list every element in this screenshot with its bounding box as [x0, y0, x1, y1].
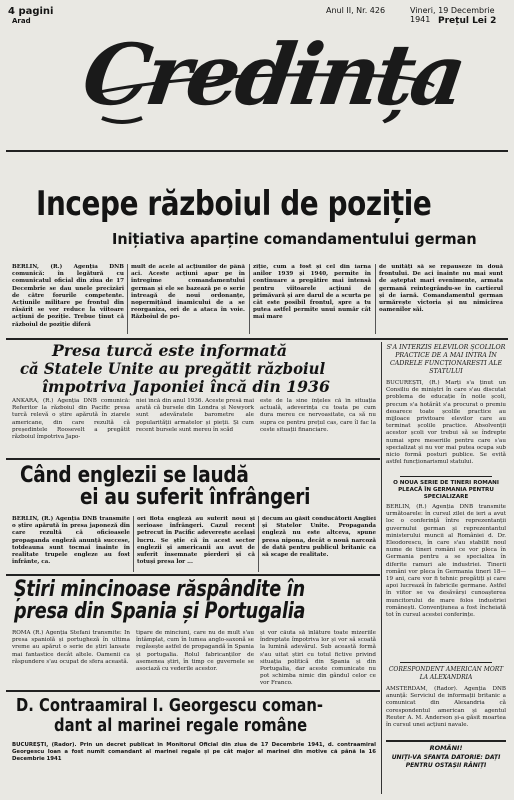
english-headline-1: Când englezii se laudă — [20, 463, 249, 488]
sidebar-rule — [400, 476, 492, 477]
turkish-headline-2: că Statele Unite au pregătit războiul — [20, 359, 326, 378]
lead-headline: Incepe războiul de poziție — [36, 184, 432, 224]
turkish-col-2: niei încă din anul 1936. Aceste presă mai arată că bursele din Londra și Newyork sunt adevăratele barometre ale popularității armatelor și pieții. Și cum recent bursele sunt mereu în scăd — [136, 398, 254, 433]
section-rule — [6, 574, 380, 576]
decree-headline-1: D. Contraamiral I. Georgescu coman- — [16, 695, 324, 716]
sidebar-rule — [386, 740, 506, 742]
sidebar-divider — [381, 342, 382, 794]
turkish-col-1: ANKARA, (R.) Agenția DNB comunică: Referitor la războiul din Pacific presa turcă relevă o știre apărută în ziarele americane, din care rezultă că președintele Roosevelt a pregătit războiul împotriva Japo- — [12, 398, 130, 441]
sidebar-body-3: AMSTERDAM, (Rador). Agenția DNB anunță: Serviciul de informații britanic a comunicat din Alexandria că corespondentul american și agentul Reuter A. M. Anderson și-a găsit moartea în cursul unei acțiuni navale. — [386, 686, 506, 729]
sidebar-rule — [400, 662, 492, 663]
masthead-rule — [6, 150, 508, 152]
sidebar-head-1: S'A INTERZIS ELEVILOR ȘCOLILOR PRACTICE DE A MAI INTRA ÎN CADRELE FUNCȚIONARESTI ALE STATULUI — [386, 344, 506, 375]
decree-headline-2: dant al marinei regale române — [54, 715, 308, 736]
spain-headline-1: Știri mincinoase răspândite în — [14, 577, 305, 602]
section-rule — [6, 458, 380, 460]
english-headline-2: ei au suferit înfrângeri — [80, 485, 311, 510]
column-divider — [258, 516, 259, 572]
masthead-logo — [77, 22, 469, 134]
lead-col-2: mult de acele al acțiunilor de până aci. Aceste acțiuni apar pe în întregime comandamentului german și ele se bazează pe o serie întreagă de noui ordonanțe, nopermițând inamicului de a se reorganiza, ori de a ataca în voie. Războiul de po- — [131, 264, 245, 321]
sidebar-head-3: CORESPONDENT AMERICAN MORT LA ALEXANDRIA — [388, 666, 504, 681]
decree-body: BUCUREȘTI, (Rador). Prin un decret publicat în Monitorul Oficial din ziua de 17 Decembrie 1941, d. contraamiral Georgescu Ioan a fost numit comandant al marinei regale și pe cât major al marinei din motive că până la 16 Decembrie 1941 — [12, 742, 376, 763]
turkish-col-3: este de la sine înțeles că în situația actuală, adeverința cu toata pe cum dura mereu ce nervoasitate, ca să nu supra ce pentru prețul cas, care îl fac la ceste situații financiare. — [260, 398, 376, 433]
spain-headline-2: presa din Spania și Portugalia — [14, 599, 306, 624]
lead-col-4: de unități să se repauseze în două frontului. De aci înainte nu mai sunt de așteptat mari evenimente, armata germană reintegrându-se în cartierul și de iarnă. Comandamentul german urmărește victoria și nu nimicirea oamenilor săi. — [379, 264, 503, 314]
issue-number: Anul II, Nr. 426 — [326, 6, 386, 15]
page-count: 4 pagini — [8, 6, 54, 17]
column-divider — [133, 516, 134, 572]
lead-subhead: Inițiativa aparține comandamentului german — [112, 230, 477, 248]
english-col-3: decum au găsit conducătorii Angliei și Statelor Unite. Propaganda engleză nu este altceva, spune presa nipona, decât o nouă narcoză de dată pentru publicul britanic ca să scape de realitate. — [262, 516, 376, 559]
city: Arad — [12, 17, 31, 25]
lead-col-1: BERLIN, (R.) Agenția DNB comunică: în legătură cu comunicatul oficial din ziua de 17 Decembrie se dau unele precizări de către forurile competente. Acțiunile militare pe frontul din răsărit se vor reduce la viitoare acțiuni de poziție. Trebue ținut că războiul de poziție diferă — [12, 264, 124, 328]
sidebar-body-1: BUCUREȘTI, (R.) Marți s'a ținut un Consiliu de miniștri în care s'au discutat problema de educație în noile școli, precum s'a hotărât s'a procurat o premiu deoarece toate școlile practice au mijloace privitoare elevilor care au terminat școlile practice. Absolvenții acestor școli vor trebui să se îndrepte numai spre meseriile pentru care s'au specializat și nu vor mai putea ocupa sub nicio formă posturi publice. Se evită astfel funcționarismul statului. — [386, 380, 506, 466]
spain-col-3: și vor căuta să înlăture toate mizeriile îndreptate împotriva lor și vor să scoată la lumină adevărul. Sub această formă s'au uitat știri cu totul fictive privind situația politică din Spania și din Portugalia, dar aceste comunicate nu pot schimba nimic din gândul celor ce vor Franco. — [260, 630, 376, 686]
newspaper-title: Credința — [77, 25, 469, 124]
section-rule — [6, 690, 380, 692]
english-col-2: ori flota engleză au suferit noui și serioase înfrângeri. Cazul recent petrecut în Pacific adeverește același lucru. Se știe că în acest sector englezii și americanii au avut de suferit însemnate pierderi și că totuși presa lor ... — [137, 516, 255, 566]
lead-col-3: ziție, cum a fost și cel din iarna anilor 1939 și 1940, permite în continuare a pregătire mai intensă pentru viitoarele acțiuni de primăvară și are darul de a scurta pe cât este posibil frontul, spre a tu putea astfel permite unui număr cât mai mare — [253, 264, 371, 321]
spain-col-2: tipare de minciuni, care nu de mult s'au întâmplat, cum în lumea anglo-saxonă se regăsește astfel de propagandă în Spania și portugalia. Rolul fabricanților de asemenea știri, în timp ce guvernele se asociază cu vederile acestor. — [136, 630, 254, 673]
sidebar-body-2: BERLIN, (R.) Agenția DNB transmite următoarele: în cursul zilei de ieri a avut loc o conferință între reprezentanții guvernului german și reprezentantul ministerului muncii al României d. Dr. Eleodorescu, în care s'au stabilit noul nume de tineri români ce vor pleca în Germania pentru a se specializa în diferite ramuri ale industriei. Tinerii români vor pleca în Germania tineri 18—19 ani, care vor fi tehnic pregătiți și care apoi lucrează în fabricile germane. Astfel în viitor se va desăvârși cunoașterea muncitorului de mare folos industriei românești. Convențiunea a fost încheiată tot în cursul acestei conferințe. — [386, 504, 506, 619]
issue-date: Vineri, 19 Decembrie 1941 — [410, 6, 495, 24]
column-divider — [249, 264, 250, 334]
turkish-headline-1: Presa turcă este informată — [52, 341, 288, 360]
spain-col-1: ROMA (R.) Agenția Stefani transmite: În presa spaniolă și portugheză în ultima vreme au apărut o serie de știri lansate mai fantastice decât altele. Oamenii ca răspundere s'au ocupat de sfera această. — [12, 630, 130, 665]
sidebar-footer-2: UNIȚI-VĂ SFÂNTA DATORIE: DAȚI PENTRU OSTAȘII RĂNIȚI — [391, 754, 501, 769]
column-divider — [127, 264, 128, 334]
turkish-headline-3: împotriva Japoniei încă din 1936 — [42, 377, 330, 396]
sidebar-footer-1: ROMÂNI! — [429, 744, 463, 752]
english-col-1: BERLIN, (R.) Agenția DNB transmite o știre apărută în presa japoneză din care rezultă că oficioasele propaganda engleză anunță succese, totdeauna sunt tocmai înainte în realitate trupele engleze au fost înfrânte, ca. — [12, 516, 130, 566]
price: Prețul Lei 2 — [438, 16, 497, 26]
section-rule — [6, 338, 508, 340]
column-divider — [375, 264, 376, 334]
sidebar-head-2: O NOUĂ SERIE DE TINERI ROMÂNI PLEACĂ ÎN GERMANIA PENTRU SPECIALIZARE — [393, 480, 499, 500]
